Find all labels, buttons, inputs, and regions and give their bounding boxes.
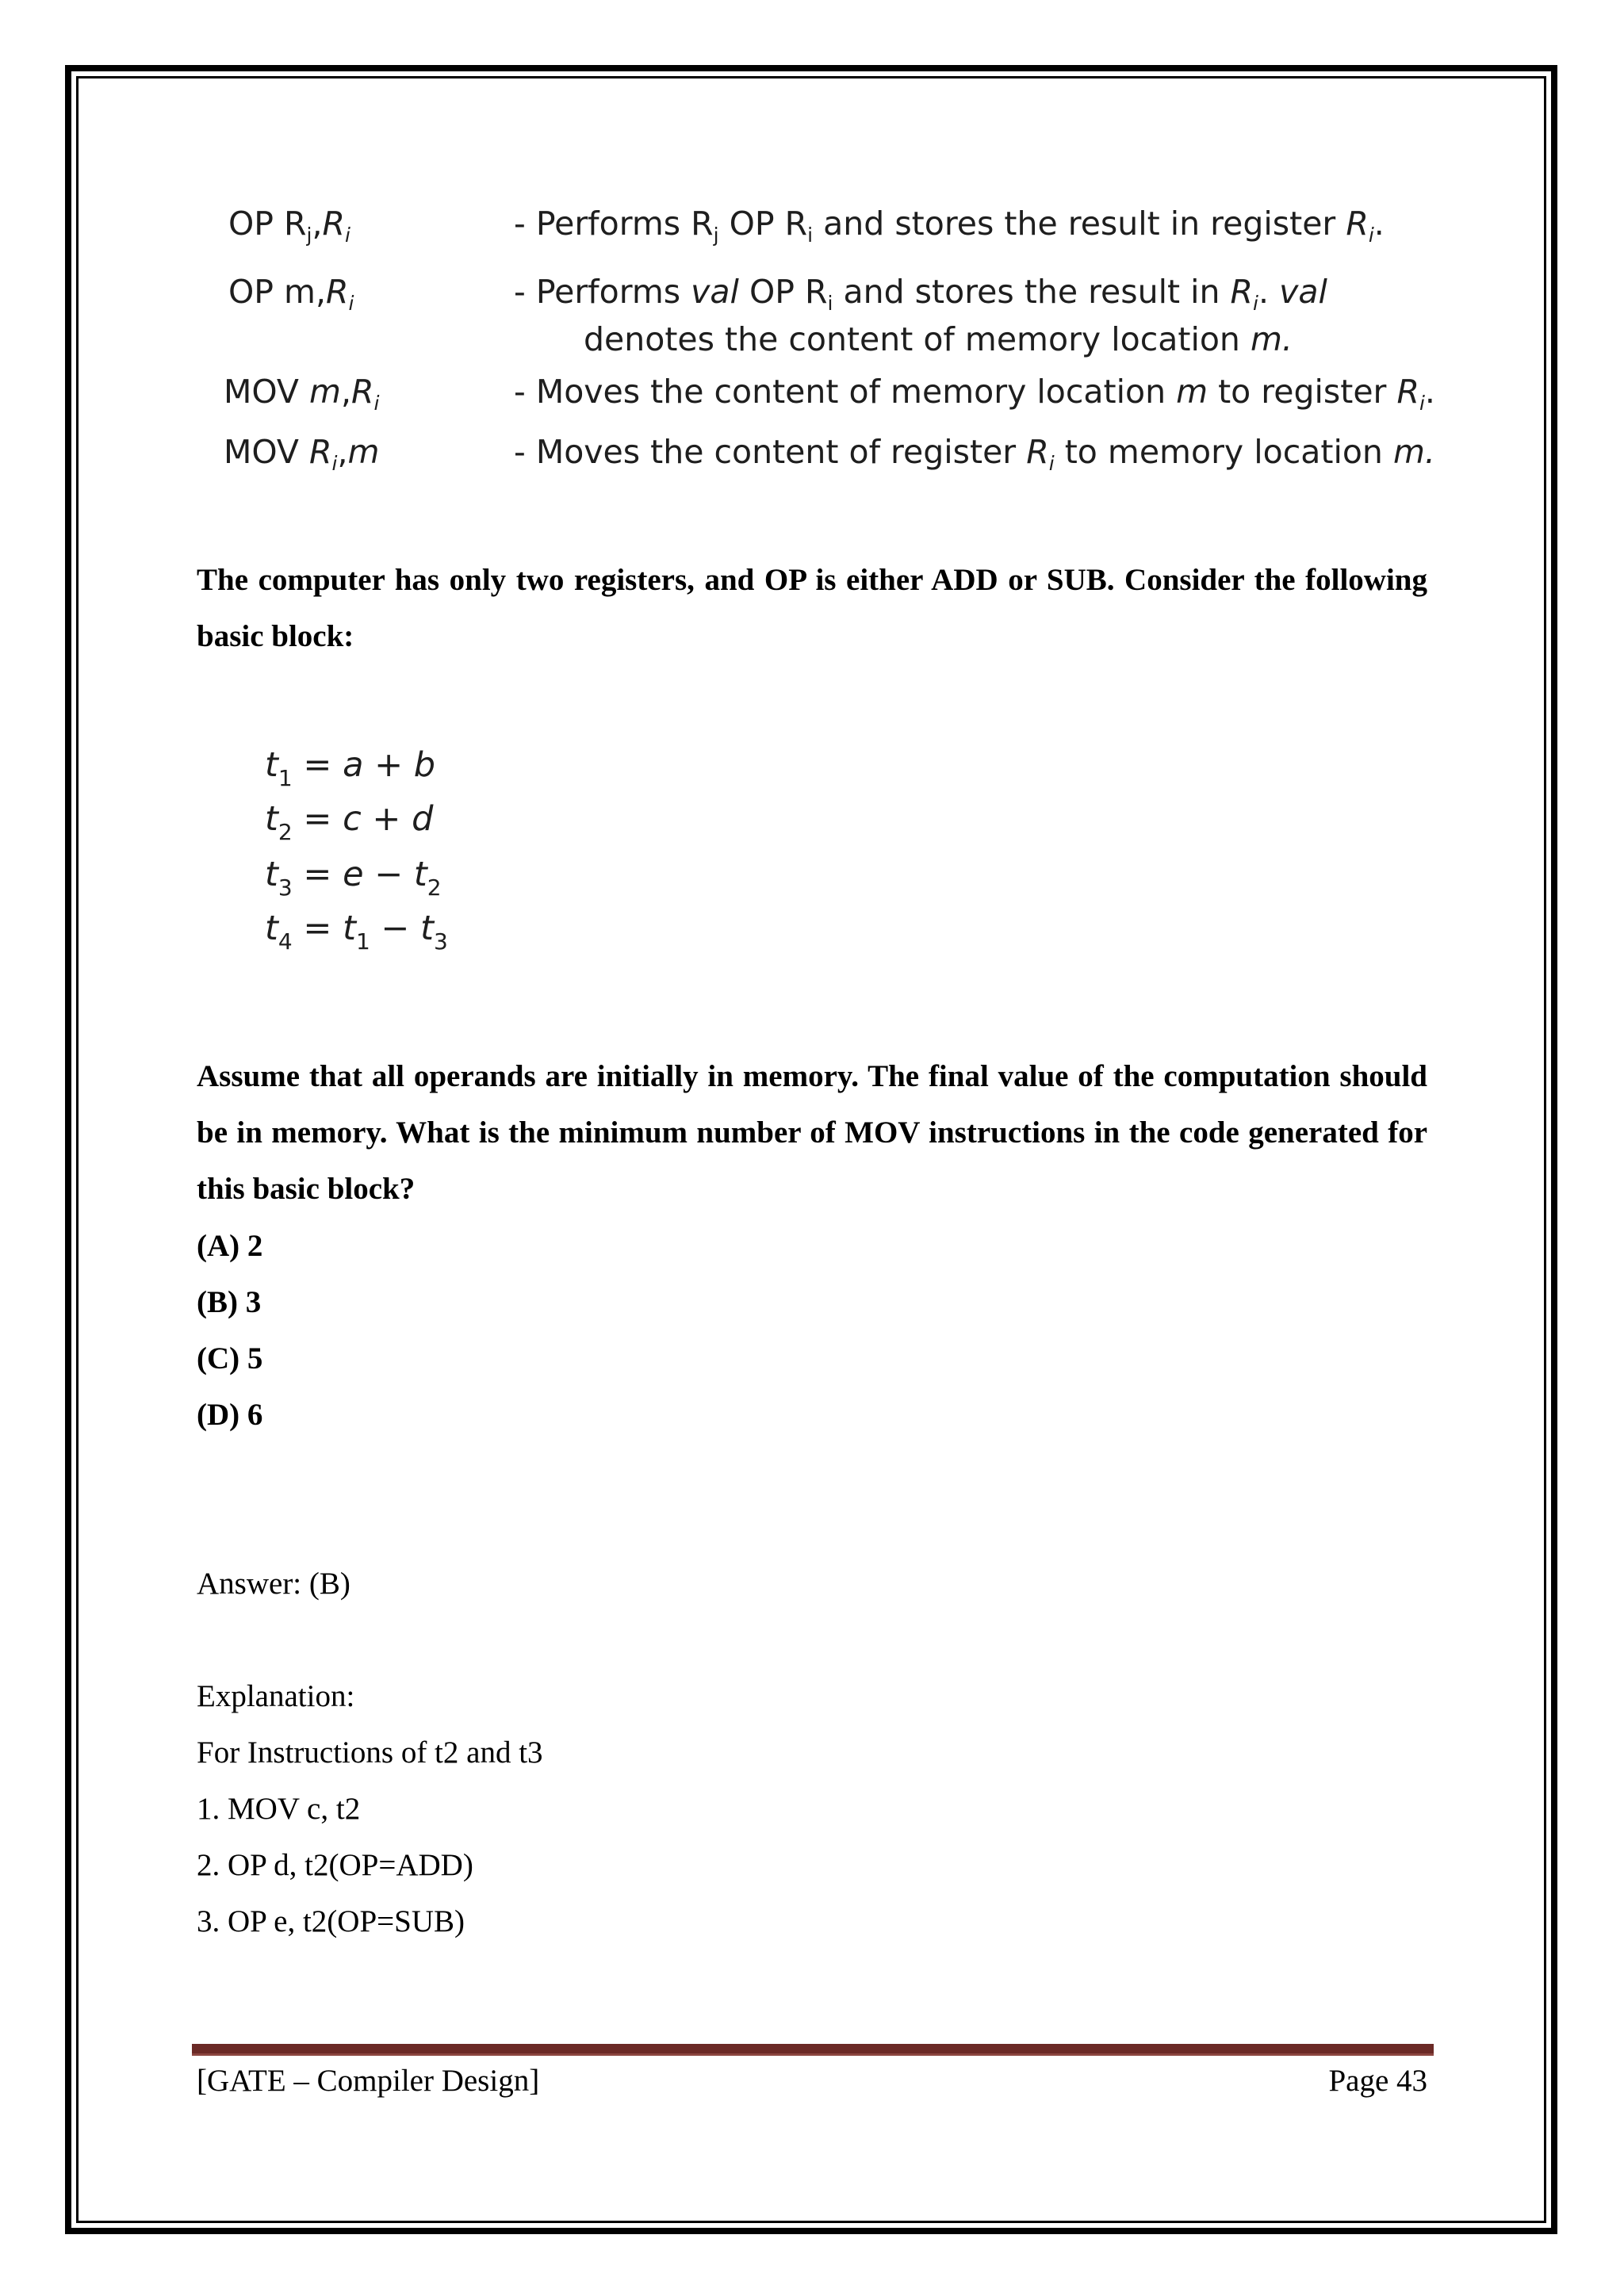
question-paragraph: Assume that all operands are initially in memory. The final value of the computation should be in memory. What is the minimum number of MOV instructions in the code generated for this basic block? <box>197 1059 1427 1206</box>
explanation-line-3: 2. OP d, t2(OP=ADD) <box>197 1848 473 1882</box>
footer-page-number: Page 43 <box>1328 2064 1427 2098</box>
footer-title: [GATE – Compiler Design] <box>197 2064 540 2098</box>
explanation-line-2: 1. MOV c, t2 <box>197 1792 361 1826</box>
instr-op-4: MOV $R_i,m$ <box>224 433 380 475</box>
answer-line: Answer: (B) <box>197 1567 350 1601</box>
footer-rule-thin <box>192 2053 1434 2056</box>
instr-desc-2: - Performs val OP $R_i$ and stores the result in $R_i$. val <box>514 273 1327 315</box>
instr-desc-2-line2: denotes the content of memory location m. <box>584 320 1293 358</box>
footer-rule <box>192 2044 1434 2053</box>
instr-desc-1: - Performs $R_j$ OP $R_i$ and stores the result in register $R_i$. <box>514 205 1385 247</box>
instr-op-2: OP $m,R_i$ <box>228 273 354 315</box>
instr-op-3: MOV $m,R_i$ <box>224 373 380 415</box>
option-b: (B) 3 <box>197 1285 262 1319</box>
explanation-heading: Explanation: <box>197 1679 355 1713</box>
instr-op-1: OP $R_j,R_i$ <box>228 205 350 247</box>
equation-t3: $t_3 = e - t_2$ <box>265 855 442 901</box>
equation-t2: $t_2 = c + d$ <box>265 799 434 845</box>
instr-desc-3: - Moves the content of memory location m to register $R_i$. <box>514 373 1435 415</box>
option-d: (D) 6 <box>197 1398 263 1432</box>
instr-desc-4: - Moves the content of register $R_i$ to memory location m. <box>514 433 1435 475</box>
equation-t1: $t_1 = a + b$ <box>265 745 436 791</box>
explanation-line-1: For Instructions of t2 and t3 <box>197 1735 543 1770</box>
equation-t4: $t_4 = t_1 - t_3$ <box>265 909 448 955</box>
explanation-line-4: 3. OP e, t2(OP=SUB) <box>197 1904 465 1938</box>
option-a: (A) 2 <box>197 1229 263 1263</box>
option-c: (C) 5 <box>197 1341 263 1376</box>
intro-paragraph: The computer has only two registers, and OP is either ADD or SUB. Consider the following basic block: <box>197 563 1427 653</box>
